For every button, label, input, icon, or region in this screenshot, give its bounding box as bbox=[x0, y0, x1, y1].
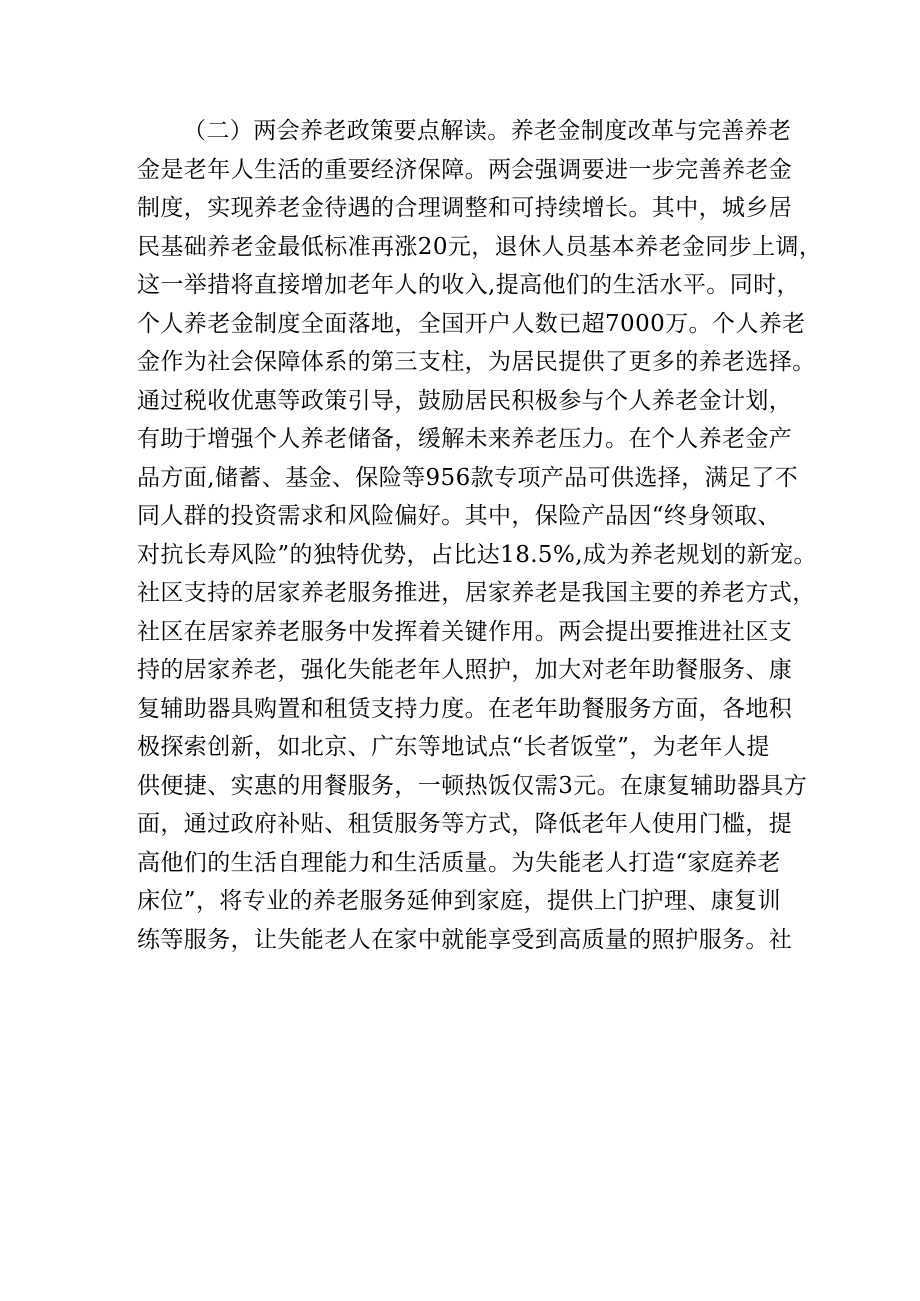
text-line: 金是老年人生活的重要经济保障。两会强调要进一步完善养老金 bbox=[137, 156, 793, 183]
text-line: 个人养老金制度全面落地，全国开户人数已超7000万。个人养老 bbox=[137, 310, 806, 337]
text-line: 对抗长寿风险”的独特优势，占比达18.5%,成为养老规划的新宠。 bbox=[137, 541, 817, 568]
text-line: 复辅助器具购置和租赁支持力度。在老年助餐服务方面，各地积 bbox=[137, 695, 793, 722]
text-line: 供便捷、实惠的用餐服务，一顿热饭仅需3元。在康复辅助器具方 bbox=[137, 772, 808, 799]
text-line: 极探索创新，如北京、广东等地试点“长者饭堂”，为老年人提 bbox=[137, 734, 770, 760]
text-line: 持的居家养老，强化失能老年人照护，加大对老年助餐服务、康 bbox=[137, 657, 793, 683]
text-line: 同人群的投资需求和风险偏好。其中，保险产品因“终身领取、 bbox=[137, 503, 781, 529]
text-line: 床位”，将专业的养老服务延伸到家庭，提供上门护理、康复训 bbox=[137, 888, 781, 914]
text-line: 有助于增强个人养老储备，缓解未来养老压力。在个人养老金产 bbox=[137, 426, 793, 452]
text-line: 高他们的生活自理能力和生活质量。为失能老人打造“家庭养老 bbox=[137, 849, 781, 876]
text-line: 制度，实现养老金待遇的合理调整和可持续增长。其中，城乡居 bbox=[137, 195, 793, 221]
text-line: 练等服务，让失能老人在家中就能享受到高质量的照护服务。社 bbox=[137, 926, 793, 953]
text-line: 品方面,储蓄、基金、保险等956款专项产品可供选择，满足了不 bbox=[137, 464, 799, 491]
text-line: 社区在居家养老服务中发挥着关键作用。两会提出要推进社区支 bbox=[137, 618, 793, 645]
text-line: 面，通过政府补贴、租赁服务等方式，降低老年人使用门槛，提 bbox=[137, 811, 793, 837]
text-line: 社区支持的居家养老服务推进，居家养老是我国主要的养老方式， bbox=[137, 580, 816, 606]
text-line: 通过税收优惠等政策引导，鼓励居民积极参与个人养老金计划， bbox=[137, 387, 793, 414]
body-paragraph bbox=[137, 112, 823, 959]
text-line: 民基础养老金最低标准再涨20元，退休人员基本养老金同步上调， bbox=[137, 233, 823, 260]
text-line: 金作为社会保障体系的第三支柱，为居民提供了更多的养老选择。 bbox=[137, 349, 816, 375]
text-line: 这一举措将直接增加老年人的收入,提高他们的生活水平。同时， bbox=[137, 272, 800, 298]
text-line: （二）两会养老政策要点解读。养老金制度改革与完善养老 bbox=[183, 118, 792, 144]
